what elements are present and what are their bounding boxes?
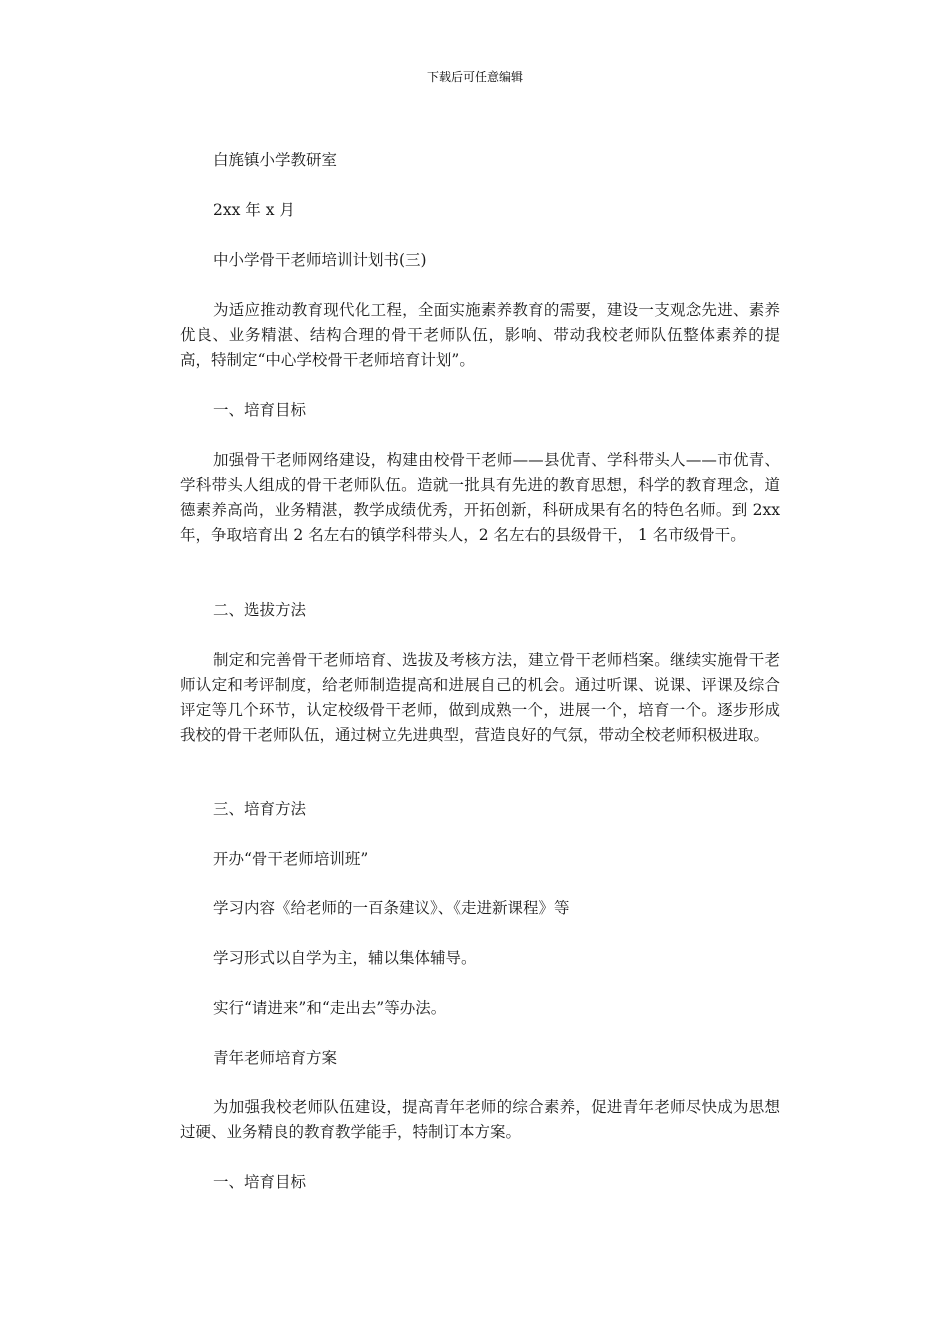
section-paragraph: 加强骨干老师网络建设，构建由校骨干老师——县优青、学科带头人——市优青、学科带头人组成的骨干老师队伍。造就一批具有先进的教育思想，科学的教育理念，道德素养高尚，业务精湛，教学成绩优秀，开拓创新，科研成果有名的特色名师。到 2xx 年，争取培育出 2 名左右的镇学科带头人，2 名左右的县级骨干， 1 名市级骨干。 xyxy=(180,451,780,544)
document-date: 2xx 年 x 月 xyxy=(213,201,295,219)
section-heading: 二、选拔方法 xyxy=(213,601,307,619)
list-item: 实行“请进来”和“走出去”等办法。 xyxy=(213,999,447,1017)
list-item: 学习内容《给老师的一百条建议》、《走进新课程》等 xyxy=(213,899,570,917)
section-heading: 三、培育方法 xyxy=(213,800,307,818)
list-item: 开办“骨干老师培训班” xyxy=(213,850,369,868)
subdocument-title: 青年老师培育方案 xyxy=(213,1049,338,1067)
section-heading: 一、培育目标 xyxy=(213,1173,307,1191)
section-paragraph: 制定和完善骨干老师培育、选拔及考核方法，建立骨干老师档案。继续实施骨干老师认定和考评制度，给老师制造提高和进展自己的机会。通过听课、说课、评课及综合评定等几个环节，认定校级骨干老师，做到成熟一个，进展一个，培育一个。逐步形成我校的骨干老师队伍，通过树立先进典型，营造良好的气氛，带动全校老师积极进取。 xyxy=(180,651,780,744)
section-paragraph: 为加强我校老师队伍建设，提高青年老师的综合素养，促进青年老师尽快成为思想过硬、业务精良的教育教学能手，特制订本方案。 xyxy=(180,1098,780,1141)
section-heading: 一、培育目标 xyxy=(213,401,307,419)
document-title: 中小学骨干老师培训计划书(三) xyxy=(213,251,427,269)
organization-name: 白旄镇小学教研室 xyxy=(213,151,338,169)
list-item: 学习形式以自学为主，辅以集体辅导。 xyxy=(213,949,477,967)
intro-paragraph: 为适应推动教育现代化工程，全面实施素养教育的需要，建设一支观念先进、素养优良、业务精湛、结构合理的骨干老师队伍，影响、带动我校老师队伍整体素养的提高，特制定“中心学校骨干老师培育计划”。 xyxy=(180,301,780,369)
page-header: 下载后可任意编辑 xyxy=(426,70,523,84)
